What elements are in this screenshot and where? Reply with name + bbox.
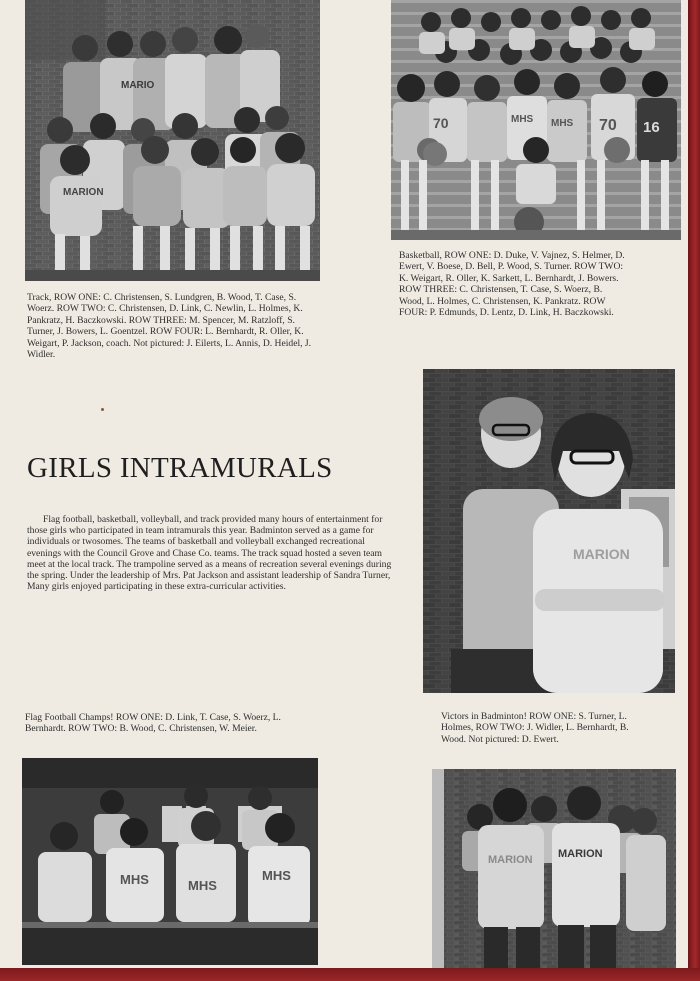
intro-paragraph: Flag football, basketball, volleyball, and track provided many hours of entertainment for those girls who participated in team intramurals this year. Badminton served as a game for individuals or twosomes. The teams of basketball and volleyball exchanged recreational evenings with the Council Grove and Chase Co. teams. The track squad hosted a seven team meet at the local track. The trampoline served as a means of recreation several evenings during the spring. Under the leadership of Mrs. Pat Jackson and assistant leadership of Sandra Turner, Many girls enjoyed participating in these extra-curricular activities. xyxy=(27,514,392,593)
page-title: GIRLS INTRAMURALS xyxy=(27,452,333,484)
track-team-photo xyxy=(25,0,320,281)
ff-shirt-text-1: MHS xyxy=(120,872,149,887)
ff-shirt-text-3: MHS xyxy=(262,868,291,883)
bb-number-1: 70 xyxy=(433,115,449,131)
bad-shirt-text-1: MARION xyxy=(488,854,533,866)
badminton-photo xyxy=(432,769,676,968)
basketball-team-photo xyxy=(391,0,681,240)
track-shirt-text-2: MARION xyxy=(63,187,104,198)
basketball-caption: Basketball, ROW ONE: D. Duke, V. Vajnez, S. Helmer, D. Ewert, V. Boese, D. Bell, P. Wood, S. Turner. ROW TWO: K. Weigart, R. Oller, K. Sarkett, L. Bernhardt, J. Bowers. ROW THREE: C. Christensen, T. Case, S. Woerz, B. Wood, L. Holmes, C. Christensen, K. Pankratz. ROW FOUR: P. Edmunds, D. Lentz, D. Link, H. Baczkowski. xyxy=(399,250,625,319)
bb-number-5: 16 xyxy=(643,119,660,136)
book-spine-edge xyxy=(688,0,700,981)
track-shirt-text-1: MARIO xyxy=(121,80,155,91)
flag-football-caption: Flag Football Champs! ROW ONE: D. Link, T. Case, S. Woerz, L. Bernhardt. ROW TWO: B. Wood, C. Christensen, W. Meier. xyxy=(25,712,281,735)
book-bottom-edge xyxy=(0,968,700,981)
stray-mark xyxy=(101,408,104,411)
coach-shirt-text: MARION xyxy=(573,546,630,562)
coaches-photo xyxy=(423,369,675,693)
bad-shirt-text-2: MARION xyxy=(558,848,603,860)
bb-number-2: MHS xyxy=(511,114,534,125)
ff-shirt-text-2: MHS xyxy=(188,878,217,893)
flag-football-photo xyxy=(22,758,318,965)
track-caption: Track, ROW ONE: C. Christensen, S. Lundgren, B. Wood, T. Case, S. Woerz. ROW TWO: C. Christensen, D. Link, C. Newlin, L. Holmes, K. Pankratz, H. Baczkowski. ROW THREE: M. Spencer, M. Ratzloff, S. Turner, J. Bowers, L. Goentzel. ROW FOUR: L. Bernhardt, R. Oller, K. Weigart, P. Jackson, coach. Not pictured: J. Eilerts, L. Annis, D. Heidel, J. Widler. xyxy=(27,292,312,361)
badminton-caption: Victors in Badminton! ROW ONE: S. Turner, L. Holmes, ROW TWO: J. Widler, L. Bernhardt, B. Wood. Not pictured: D. Ewert. xyxy=(441,711,629,745)
bb-number-4: 70 xyxy=(599,117,617,134)
bb-number-3: MHS xyxy=(551,118,574,129)
